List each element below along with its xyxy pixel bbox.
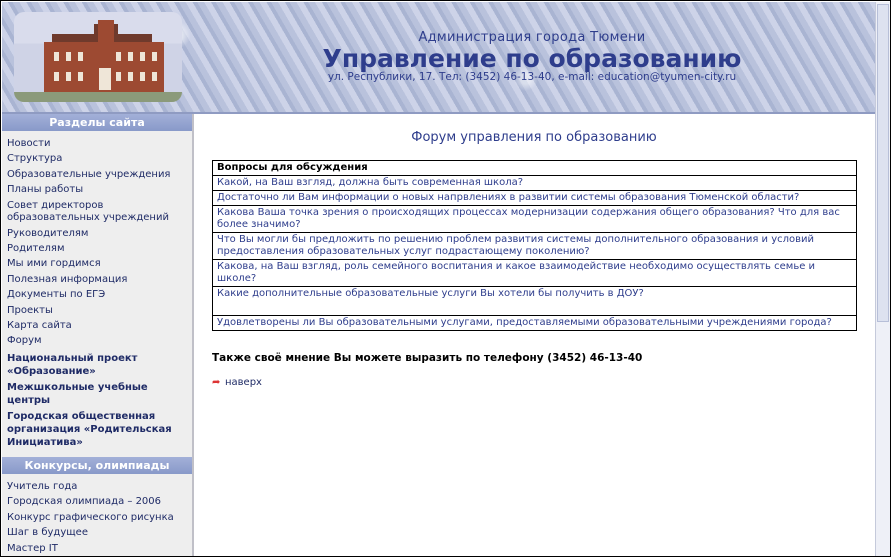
scrollbar-thumb[interactable] xyxy=(877,4,889,322)
sidebar-item-projects[interactable]: Проекты xyxy=(7,304,53,316)
sidebar-item-plans[interactable]: Планы работы xyxy=(7,184,84,196)
sidebar-item-news[interactable]: Новости xyxy=(7,138,51,149)
contest-item-future-step[interactable]: Шаг в будущее xyxy=(7,527,88,539)
back-to-top-label[interactable]: наверх xyxy=(225,377,262,388)
sidebar-section-title: Разделы сайта xyxy=(2,114,192,131)
contest-item-master-it[interactable]: Мастер IT xyxy=(7,542,58,554)
sidebar-item-parent-initiative[interactable]: Городская общественная организация «Родительская Инициатива» xyxy=(7,410,172,448)
question-link[interactable]: Какие дополнительные образовательные услуги Вы хотели бы получить в ДОУ? xyxy=(213,287,857,316)
sidebar-item-useful-info[interactable]: Полезная информация xyxy=(7,273,128,285)
questions-table xyxy=(212,160,857,331)
sidebar-item-directors-council[interactable]: Совет директоров образовательных учреждений xyxy=(7,199,169,223)
vertical-scrollbar[interactable] xyxy=(875,2,890,556)
phone-note: Также своё мнение Вы можете выразить по телефону (3452) 46-13-40 xyxy=(212,352,643,364)
contest-item-olympiad[interactable]: Городская олимпиада – 2006 xyxy=(7,496,162,508)
contest-item-drawing[interactable]: Конкурс графического рисунка xyxy=(7,511,174,523)
question-link[interactable]: Достаточно ли Вам информации о новых напрвлениях в развитии системы образования Тюменской области? xyxy=(213,191,857,206)
question-link[interactable]: Какова Ваша точка зрения о происходящих процессах модернизации содержания общего образования? Что для вас более значимо? xyxy=(213,206,857,233)
building-photo xyxy=(14,12,182,102)
sidebar-item-sitemap[interactable]: Карта сайта xyxy=(7,320,72,332)
table-header: Вопросы для обсуждения xyxy=(213,161,857,176)
sidebar-item-proud[interactable]: Мы ими гордимся xyxy=(7,258,101,270)
sidebar-item-national-project[interactable]: Национальный проект «Образование» xyxy=(7,352,138,377)
main-content xyxy=(194,114,874,557)
site-header xyxy=(2,2,875,114)
sidebar-item-structure[interactable]: Структура xyxy=(7,153,63,165)
sidebar xyxy=(2,114,194,557)
header-title: Управление по образованию xyxy=(322,44,742,73)
header-admin: Администрация города Тюмени xyxy=(418,30,646,45)
red-arrow-icon: ➦ xyxy=(212,377,221,388)
sidebar-item-forum[interactable]: Форум xyxy=(7,335,42,347)
contests-nav xyxy=(2,474,192,557)
contest-item-teacher[interactable]: Учитель года xyxy=(7,480,78,492)
sidebar-nav xyxy=(2,131,192,453)
sidebar-item-institutions[interactable]: Образовательные учреждения xyxy=(7,168,171,180)
question-link[interactable]: Какова, на Ваш взгляд, роль семейного воспитания и какое взаимодействие необходимо осуществлять семье и школе? xyxy=(213,260,857,287)
question-link[interactable]: Удовлетворены ли Вы образовательными услугами, предоставляемыми образовательными учреждениями города? xyxy=(213,316,857,331)
header-address: ул. Республики, 17. Тел: (3452) 46-13-40, e-mail: education@tyumen-city.ru xyxy=(327,71,737,83)
sidebar-item-interschool-centers[interactable]: Межшкольные учебные центры xyxy=(7,381,148,406)
sidebar-item-ege-docs[interactable]: Документы по ЕГЭ xyxy=(7,289,106,301)
question-link[interactable]: Какой, на Ваш взгляд, должна быть современная школа? xyxy=(213,176,857,191)
back-to-top-link[interactable] xyxy=(212,377,262,388)
contests-section-title: Конкурсы, олимпиады xyxy=(2,457,192,474)
sidebar-item-managers[interactable]: Руководителям xyxy=(7,227,89,239)
header-text xyxy=(302,30,762,83)
sidebar-item-parents[interactable]: Родителям xyxy=(7,243,65,255)
question-link[interactable]: Что Вы могли бы предложить по решению проблем развития системы дополнительного образования и условий предоставления образовательных услуг подрастающему поколению? xyxy=(213,233,857,260)
page-title: Форум управления по образованию xyxy=(411,130,657,145)
